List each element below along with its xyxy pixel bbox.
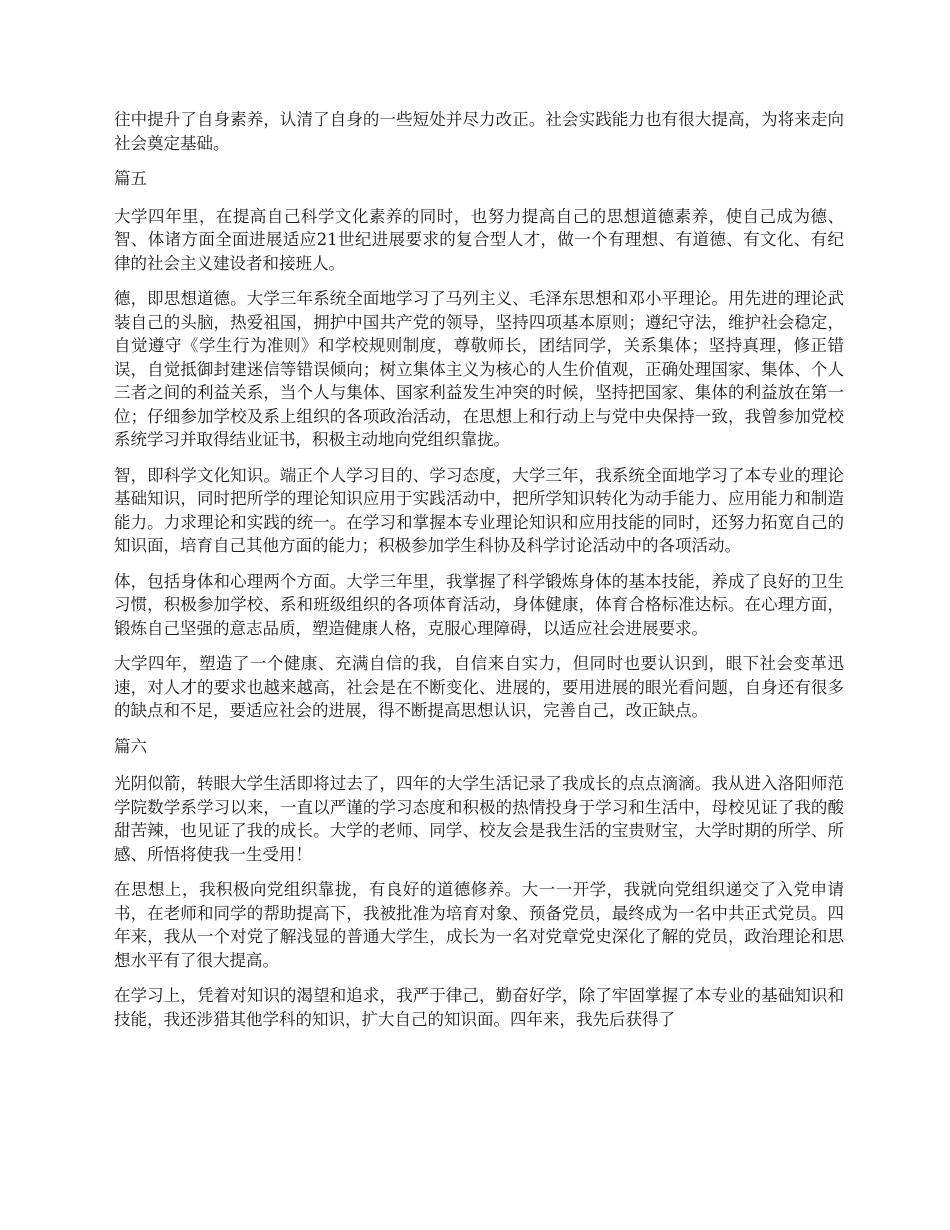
- paragraph: 智，即科学文化知识。端正个人学习目的、学习态度，大学三年，我系统全面地学习了本专业的理论基础知识，同时把所学的理论知识应用于实践活动中，把所学知识转化为动手能力、应用能力和制造能力。力求理论和实践的统一。在学习和掌握本专业理论知识和应用技能的同时，还努力拓宽自己的知识面，培育自己其他方面的能力；积极参加学生科协及科学讨论活动中的各项活动。: [114, 465, 844, 555]
- paragraph: 大学四年，塑造了一个健康、充满自信的我，自信来自实力，但同时也要认识到，眼下社会变革迅速，对人才的要求也越来越高，社会是在不断变化、进展的，要用进展的眼光看问题，自身还有很多的缺点和不足，要适应社会的进展，得不断提高思想认识，完善自己，改正缺点。: [114, 654, 844, 720]
- document-page: [114, 108, 844, 1043]
- paragraph: 光阴似箭，转眼大学生活即将过去了，四年的大学生活记录了我成长的点点滴滴。我从进入洛阳师范学院数学系学习以来，一直以严谨的学习态度和积极的热情投身于学习和生活中，母校见证了我的酸甜苦辣，也见证了我的成长。大学的老师、同学、校友会是我生活的宝贵财宝，大学时期的所学、所感、所悟将使我一生受用！: [114, 774, 844, 864]
- section-heading: 篇五: [114, 169, 147, 188]
- paragraph: 德，即思想道德。大学三年系统全面地学习了马列主义、毛泽东思想和邓小平理论。用先进的理论武装自己的头脑，热爱祖国，拥护中国共产党的领导，坚持四项基本原则；遵纪守法，维护社会稳定，自觉遵守《学生行为准则》和学校规则制度，尊敬师长，团结同学，关系集体；坚持真理，修正错误，自觉抵御封建迷信等错误倾向；树立集体主义为核心的人生价值观，正确处理国家、集体、个人三者之间的利益关系，当个人与集体、国家利益发生冲突的时候，坚持把国家、集体的利益放在第一位；仔细参加学校及系上组织的各项政治活动，在思想上和行动上与党中央保持一致，我曾参加党校系统学习并取得结业证书，积极主动地向党组织靠拢。: [114, 289, 844, 449]
- paragraph: 大学四年里，在提高自己科学文化素养的同时，也努力提高自己的思想道德素养，使自己成为德、智、体诸方面全面进展适应21世纪进展要求的复合型人才，做一个有理想、有道德、有文化、有纪律的社会主义建设者和接班人。: [114, 206, 844, 273]
- section-heading: 篇六: [114, 736, 147, 756]
- paragraph: 在学习上，凭着对知识的渴望和追求，我严于律己，勤奋好学，除了牢固掌握了本专业的基础知识和技能，我还涉猎其他学科的知识，扩大自己的知识面。四年来，我先后获得了: [114, 986, 844, 1029]
- paragraph: 在思想上，我积极向党组织靠拢，有良好的道德修养。大一一开学，我就向党组织递交了入党申请书，在老师和同学的帮助提高下，我被批准为培育对象、预备党员，最终成为一名中共正式党员。四年来，我从一个对党了解浅显的普通大学生，成长为一名对党章党史深化了解的党员，政治理论和思想水平有了很大提高。: [114, 880, 844, 970]
- paragraph: 往中提升了自身素养，认清了自身的一些短处并尽力改正。社会实践能力也有很大提高，为将来走向社会奠定基础。: [114, 110, 844, 153]
- paragraph: 体，包括身体和心理两个方面。大学三年里，我掌握了科学锻炼身体的基本技能，养成了良好的卫生习惯，积极参加学校、系和班级组织的各项体育活动，身体健康，体育合格标准达标。在心理方面，锻炼自己坚强的意志品质，塑造健康人格，克服心理障碍，以适应社会进展要求。: [114, 571, 844, 638]
